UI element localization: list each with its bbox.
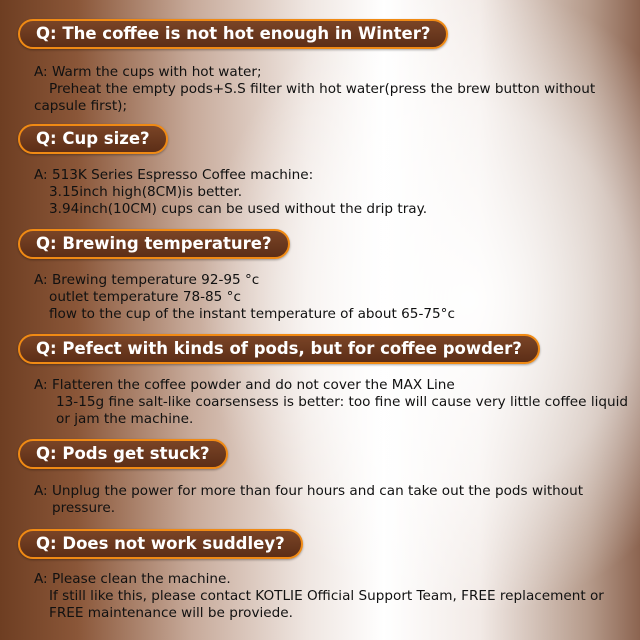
- answer-line: Preheat the empty pods+S.S filter with hot water(press the brew button without: [49, 81, 596, 97]
- answer-line: flow to the cup of the instant temperature of about 65-75°c: [49, 306, 455, 322]
- answer-line: pressure.: [52, 500, 116, 516]
- question-heading-coffee-powder: Q: Pefect with kinds of pods, but for coffee powder?: [18, 334, 540, 364]
- answer-line: A: Brewing temperature 92-95 °c: [34, 272, 260, 288]
- answer-cup-size: [34, 167, 624, 218]
- answer-line: FREE maintenance will be proviede.: [49, 605, 293, 621]
- question-heading-brewing-temperature: Q: Brewing temperature?: [18, 229, 290, 259]
- answer-line: 3.94inch(10CM) cups can be used without the drip tray.: [49, 201, 428, 217]
- answer-line: outlet temperature 78-85 °c: [49, 289, 241, 305]
- answer-line: 3.15inch high(8CM)is better.: [49, 184, 243, 200]
- answer-brewing-temperature: [34, 272, 624, 323]
- question-heading-cup-size: Q: Cup size?: [18, 124, 168, 154]
- answer-line: A: Please clean the machine.: [34, 571, 231, 587]
- question-heading-not-working: Q: Does not work suddley?: [18, 529, 303, 559]
- answer-not-working: [34, 571, 624, 622]
- question-heading-pods-stuck: Q: Pods get stuck?: [18, 439, 228, 469]
- answer-line: A: Flatteren the coffee powder and do not cover the MAX Line: [34, 377, 455, 393]
- answer-line: capsule first);: [34, 98, 128, 114]
- answer-coffee-not-hot: [34, 64, 624, 115]
- answer-line: A: 513K Series Espresso Coffee machine:: [34, 167, 314, 183]
- answer-line: A: Warm the cups with hot water;: [34, 64, 262, 80]
- answer-line: A: Unplug the power for more than four hours and can take out the pods without: [34, 483, 584, 499]
- question-heading-coffee-not-hot: Q: The coffee is not hot enough in Winter?: [18, 19, 448, 49]
- answer-line: 13-15g fine salt-like coarsensess is better: too fine will cause very little coffee liquid: [56, 394, 629, 410]
- answer-pods-stuck: [34, 483, 624, 517]
- answer-line: or jam the machine.: [56, 411, 194, 427]
- answer-line: If still like this, please contact KOTLIE Official Support Team, FREE replacement or: [49, 588, 604, 604]
- answer-coffee-powder: [34, 377, 629, 428]
